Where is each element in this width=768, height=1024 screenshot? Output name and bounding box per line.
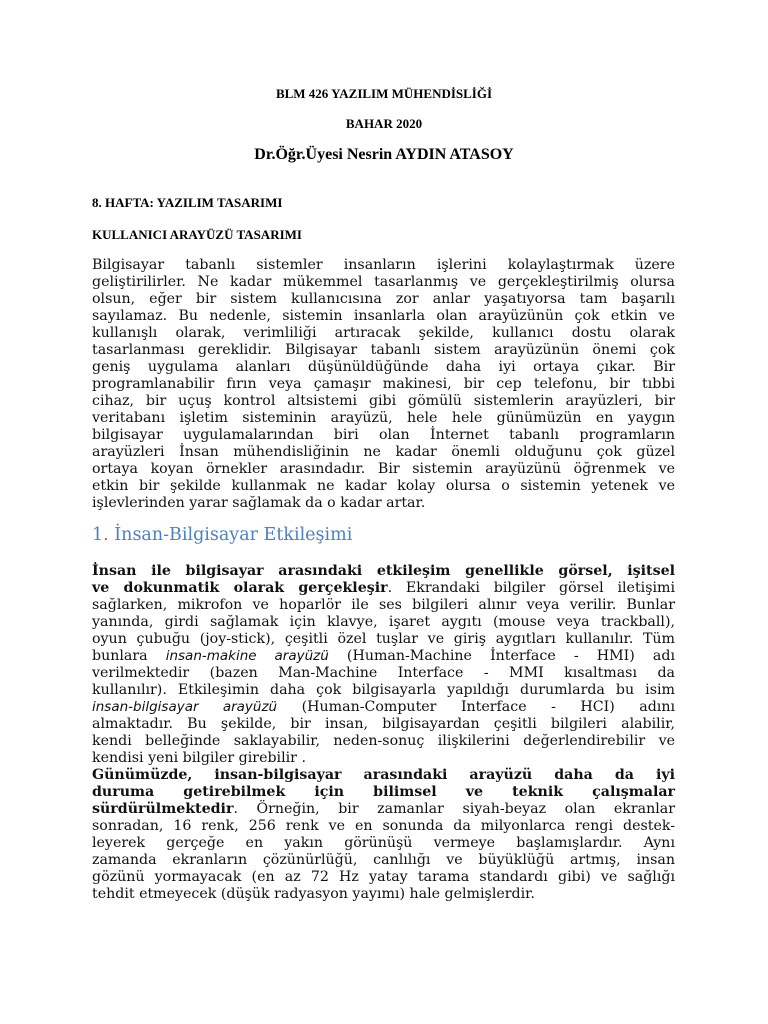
paragraph-line: sonradan, 16 renk, 256 renk ve en sonunda da milyonlarca rengi destek- [92, 818, 675, 834]
paragraph-line [92, 648, 675, 665]
italic-term: insan-makine arayüzü [165, 648, 329, 664]
paragraph-line: bilgisayar uygulamalarından biri olan İnternet tabanlı programların [92, 427, 675, 443]
line-text: (Human-Machine İnterface - HMI) adı [346, 648, 675, 664]
paragraph-line: kendi belleğinde saklayabilir, neden-sonuç ilişkilerini değerlendirebilir ve [92, 733, 675, 749]
paragraph-line: sayılamaz. Bu nedenle, sistemin insanlarla olan arayüzünün çok etkin ve [92, 308, 675, 324]
paragraph-line: oyun çubuğu (joy-stick), çeşitli özel tuşlar ve giriş aygıtları kullanılır. Tüm [92, 631, 675, 647]
paragraph-line: arayüzleri İnsan mühendisliğinin ne kadar önemli olduğunu çok güzel [92, 444, 675, 460]
paragraph-line [92, 784, 675, 801]
paragraph-line: kullanılır). Etkileşimin daha çok bilgisayarla yapıldığı durumlarda bu isim [92, 682, 675, 698]
paragraph-line [92, 563, 675, 580]
italic-term: insan-bilgisayar arayüzü [92, 699, 278, 715]
paragraph-line [92, 767, 675, 784]
paragraph-line: ortaya koyan örnekler arasındadır. Bir sistemin arayüzünü öğrenmek ve [92, 461, 675, 477]
paragraph-line: kendisi yeni bilgiler girebilir . [92, 750, 306, 766]
line-text: . Ekrandaki bilgiler görsel iletişimi [387, 580, 676, 596]
topic-heading: KULLANICI ARAYÜZÜ TASARIMI [92, 227, 302, 242]
paragraph-line: olsun, eğer bir sistem kullanıcısına zor anlar yaşatıyorsa tam başarılı [92, 291, 675, 307]
paragraph-line: yanında, girdi sağlamak için klavye, işaret aygıtı (mouse veya trackball), [92, 614, 675, 630]
paragraph-line: geniş uygulama alanları düşünüldüğünde daha iyi ortaya çıkar. Bir [92, 359, 675, 375]
paragraph-line: Bilgisayar tabanlı sistemler insanların işlerini kolaylaştırmak üzere [92, 257, 675, 273]
paragraph-line [92, 580, 675, 597]
paragraph-line: gözünü yormayacak (en az 72 Hz yatay tarama standardı gibi) ve sağlığı [92, 869, 675, 885]
hci-paragraph [92, 563, 675, 903]
paragraph-line: işlevlerinden yarar sağlamak da o kadar artar. [92, 495, 426, 511]
paragraph-line: sağlarken, mikrofon ve hoparlör ile ses bilgileri alınır veya verilir. Bunlar [92, 597, 675, 613]
bold-text: İnsan ile bilgisayar arasındaki etkileşim genellikle görsel, işitsel [92, 563, 675, 579]
section-heading: 1. İnsan-Bilgisayar Etkileşimi [92, 525, 353, 545]
bold-text: sürdürülmektedir [92, 801, 234, 817]
course-title: BLM 426 YAZILIM MÜHENDİSLİĞİ [275, 86, 493, 101]
paragraph-line: etkin bir şekilde kullanmak ne kadar kolay olursa o sistemin yetenek ve [92, 478, 675, 494]
instructor-name: Dr.Öğr.Üyesi Nesrin AYDIN ATASOY [254, 146, 514, 163]
paragraph-line [92, 699, 675, 716]
paragraph-line: cihaz, bir uçuş kontrol altsistemi gibi gömülü sistemlerin arayüzleri, bir [92, 393, 675, 409]
bold-text: Günümüzde, insan-bilgisayar arasındaki arayüzü daha da iyi [92, 767, 675, 783]
paragraph-line: geliştirilirler. Ne kadar mükemmel tasarlanmış ve gerçekleştirilmiş olursa [92, 274, 675, 290]
paragraph-line: kullanışlı olarak, verimliliği artıracak şekilde, kullanıcı dostu olarak [92, 325, 675, 341]
paragraph-line: tasarlanması gereklidir. Bilgisayar tabanlı sistem arayüzünün önemi çok [92, 342, 675, 358]
line-text: . Örneğin, bir zamanlar siyah-beyaz olan ekranlar [233, 801, 675, 817]
paragraph-line: programlanabilir fırın veya çamaşır makinesi, bir cep telefonu, bir tıbbi [92, 376, 675, 392]
paragraph-line: almaktadır. Bu şekilde, bir insan, bilgisayardan çeşitli bilgileri alabilir, [92, 716, 675, 732]
line-text: (Human-Computer Interface - HCI) adını [301, 699, 675, 715]
bold-text: ve dokunmatik olarak gerçekleşir [92, 580, 388, 596]
intro-paragraph [92, 257, 675, 512]
paragraph-line: leyerek gerçeğe en yakın görünüşü vermeye başlamışlardır. Aynı [92, 835, 675, 851]
paragraph-line: zamanda ekranların çözünürlüğü, canlılığı ve büyüklüğü artmış, insan [92, 852, 675, 868]
week-heading: 8. HAFTA: YAZILIM TASARIMI [92, 195, 283, 210]
paragraph-line: veritabanı işletim sisteminin arayüzü, hele hele günümüzün en yaygın [92, 410, 675, 426]
bold-text: duruma getirebilmek için bilimsel ve teknik çalışmalar [92, 784, 675, 800]
term-label: BAHAR 2020 [345, 116, 423, 131]
paragraph-line: tehdit etmeyecek (düşük radyasyon yayımı) hale gelmişlerdir. [92, 886, 535, 902]
paragraph-line [92, 801, 675, 818]
paragraph-line: verilmektedir (bazen Man-Machine Interface - MMI kısaltması da [92, 665, 675, 681]
line-text: bunlara [92, 648, 148, 664]
